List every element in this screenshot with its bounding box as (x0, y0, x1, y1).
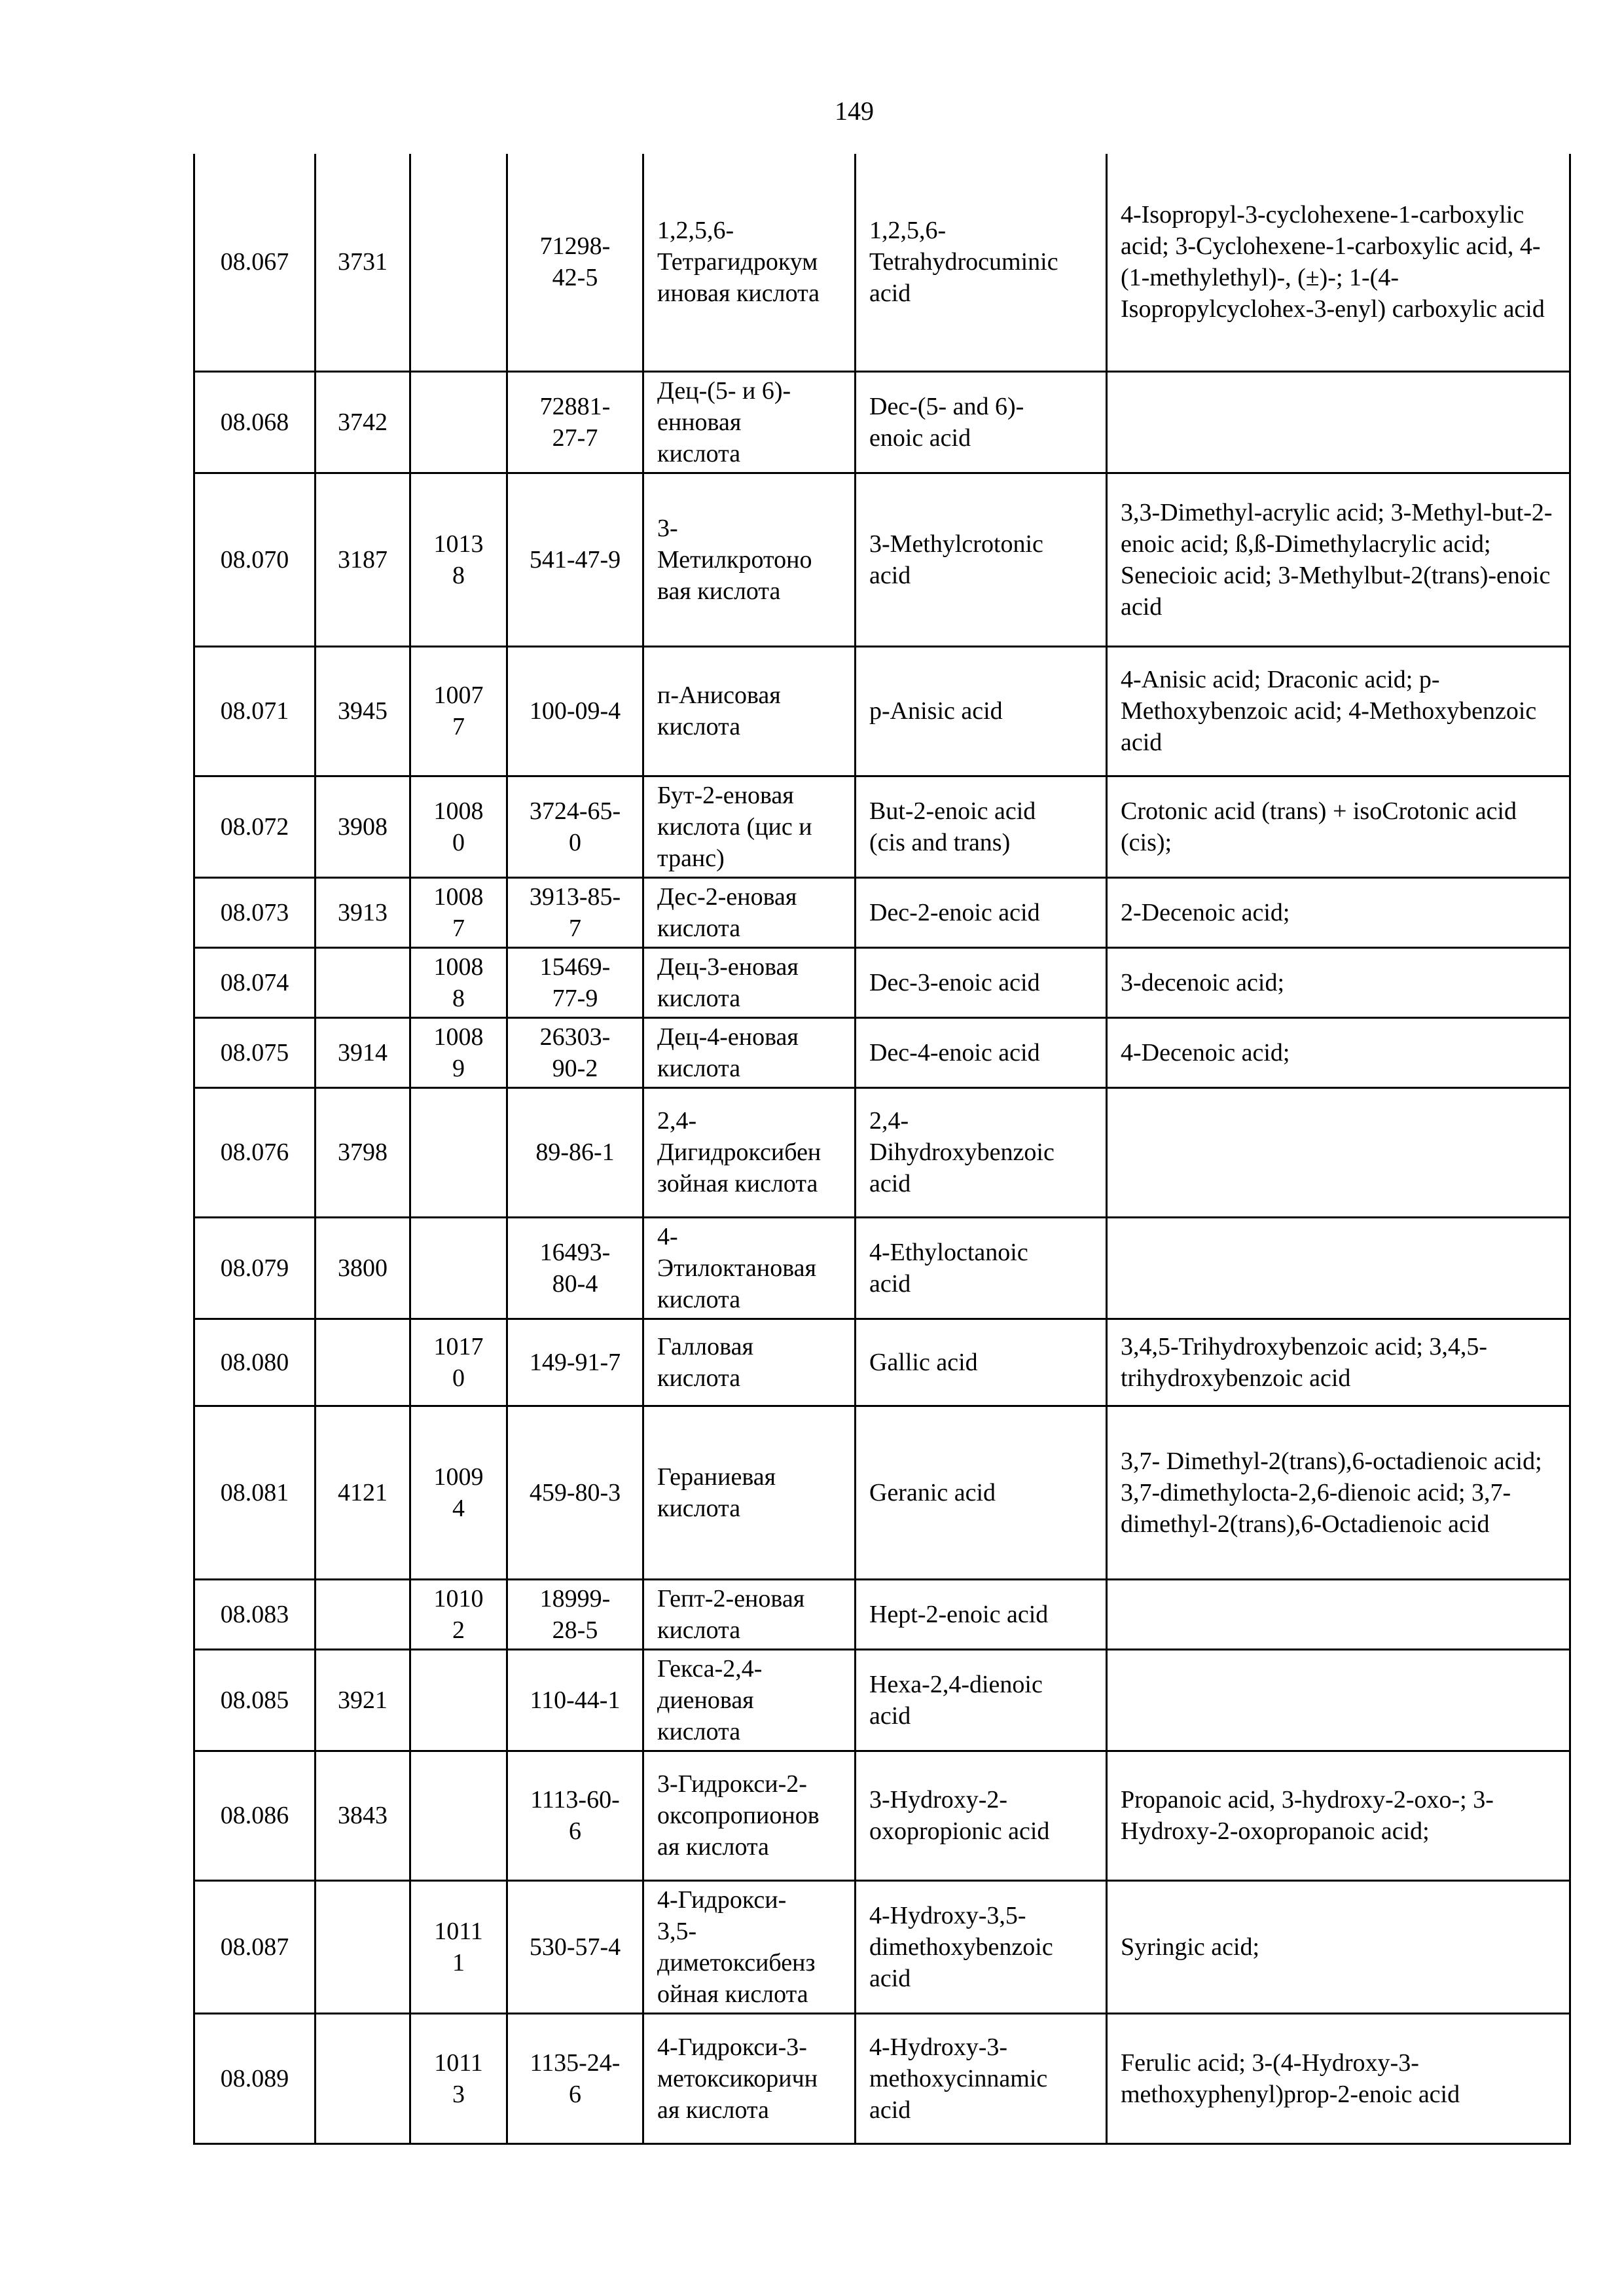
table-row (194, 776, 1570, 877)
row-coe-number (410, 1649, 507, 1751)
row-name-ru: Гепт-2-еновая кислота (643, 1579, 856, 1649)
row-cas-number: 3913-85- 7 (507, 877, 643, 947)
row-synonyms: 2-Decenoic acid; (1107, 877, 1570, 947)
row-fema-number (316, 947, 410, 1017)
row-coe-number: 1008 8 (410, 947, 507, 1017)
row-synonyms: Ferulic acid; 3-(4-Hydroxy-3-methoxyphenyl)prop-2-enoic acid (1107, 2013, 1570, 2143)
row-name-ru: Гекса-2,4- диеновая кислота (643, 1649, 856, 1751)
row-synonyms (1107, 1649, 1570, 1751)
row-code: 08.070 (194, 473, 316, 646)
row-cas-number: 1135-24- 6 (507, 2013, 643, 2143)
row-cas-number: 459-80-3 (507, 1406, 643, 1579)
row-coe-number: 1008 7 (410, 877, 507, 947)
row-code: 08.067 (194, 154, 316, 371)
row-code: 08.085 (194, 1649, 316, 1751)
table-row (194, 947, 1570, 1017)
row-fema-number: 3945 (316, 646, 410, 776)
row-coe-number (410, 371, 507, 473)
page-number: 149 (835, 96, 874, 126)
row-name-ru: Гераниевая кислота (643, 1406, 856, 1579)
table-row (194, 473, 1570, 646)
row-fema-number: 3914 (316, 1017, 410, 1087)
row-fema-number: 3187 (316, 473, 410, 646)
row-name-ru: 3- Метилкротоно вая кислота (643, 473, 856, 646)
row-code: 08.089 (194, 2013, 316, 2143)
row-synonyms (1107, 371, 1570, 473)
row-synonyms: 3-decenoic acid; (1107, 947, 1570, 1017)
row-synonyms: Crotonic acid (trans) + isoCrotonic acid (cis); (1107, 776, 1570, 877)
row-fema-number: 3913 (316, 877, 410, 947)
table-row (194, 1217, 1570, 1319)
row-synonyms: Propanoic acid, 3-hydroxy-2-oxo-; 3-Hydroxy-2-oxopropanoic acid; (1107, 1751, 1570, 1880)
table-row (194, 1087, 1570, 1217)
table-row (194, 1319, 1570, 1406)
row-cas-number: 18999- 28-5 (507, 1579, 643, 1649)
row-fema-number: 3731 (316, 154, 410, 371)
row-cas-number: 71298- 42-5 (507, 154, 643, 371)
row-cas-number: 15469- 77-9 (507, 947, 643, 1017)
row-cas-number: 149-91-7 (507, 1319, 643, 1406)
row-synonyms: 3,7- Dimethyl-2(trans),6-octadienoic acid; 3,7-dimethylocta-2,6-dienoic acid; 3,7-dimethyl-2(trans),6-Octadienoic acid (1107, 1406, 1570, 1579)
row-synonyms (1107, 1217, 1570, 1319)
row-cas-number: 530-57-4 (507, 1880, 643, 2013)
row-coe-number: 1009 4 (410, 1406, 507, 1579)
row-synonyms: 4-Decenoic acid; (1107, 1017, 1570, 1087)
row-coe-number (410, 1217, 507, 1319)
row-coe-number (410, 154, 507, 371)
row-coe-number: 1011 3 (410, 2013, 507, 2143)
table-row (194, 1406, 1570, 1579)
row-code: 08.087 (194, 1880, 316, 2013)
row-name-en: p-Anisic acid (856, 646, 1107, 776)
row-coe-number (410, 1087, 507, 1217)
row-name-en: Gallic acid (856, 1319, 1107, 1406)
row-name-en: Dec-3-enoic acid (856, 947, 1107, 1017)
row-name-ru: п-Анисовая кислота (643, 646, 856, 776)
row-name-ru: 1,2,5,6- Тетрагидрокум иновая кислота (643, 154, 856, 371)
row-coe-number: 1011 1 (410, 1880, 507, 2013)
row-coe-number: 1008 0 (410, 776, 507, 877)
row-name-en: Hept-2-enoic acid (856, 1579, 1107, 1649)
table-row (194, 2013, 1570, 2143)
row-cas-number: 1113-60- 6 (507, 1751, 643, 1880)
row-cas-number: 100-09-4 (507, 646, 643, 776)
table-row (194, 877, 1570, 947)
row-coe-number: 1007 7 (410, 646, 507, 776)
row-synonyms (1107, 1087, 1570, 1217)
row-fema-number (316, 1319, 410, 1406)
row-fema-number: 3843 (316, 1751, 410, 1880)
row-name-en: 3-Methylcrotonic acid (856, 473, 1107, 646)
row-fema-number: 3800 (316, 1217, 410, 1319)
table-row (194, 1579, 1570, 1649)
row-coe-number: 1013 8 (410, 473, 507, 646)
row-cas-number: 89-86-1 (507, 1087, 643, 1217)
row-name-en: Hexa-2,4-dienoic acid (856, 1649, 1107, 1751)
row-fema-number (316, 2013, 410, 2143)
row-name-en: Dec-4-enoic acid (856, 1017, 1107, 1087)
row-cas-number: 26303- 90-2 (507, 1017, 643, 1087)
row-code: 08.080 (194, 1319, 316, 1406)
row-code: 08.075 (194, 1017, 316, 1087)
row-name-en: 4-Hydroxy-3,5- dimethoxybenzoic acid (856, 1880, 1107, 2013)
row-name-en: 1,2,5,6- Tetrahydrocuminic acid (856, 154, 1107, 371)
row-fema-number: 3798 (316, 1087, 410, 1217)
row-synonyms: Syringic acid; (1107, 1880, 1570, 2013)
row-coe-number: 1017 0 (410, 1319, 507, 1406)
row-fema-number: 3742 (316, 371, 410, 473)
row-name-ru: Дец-4-еновая кислота (643, 1017, 856, 1087)
row-cas-number: 3724-65- 0 (507, 776, 643, 877)
row-fema-number: 3921 (316, 1649, 410, 1751)
row-synonyms: 3,3-Dimethyl-acrylic acid; 3-Methyl-but-2-enoic acid; ß,ß-Dimethylacrylic acid; Senecioic acid; 3-Methylbut-2(trans)-enoic acid (1107, 473, 1570, 646)
row-cas-number: 541-47-9 (507, 473, 643, 646)
row-code: 08.079 (194, 1217, 316, 1319)
row-name-ru: 4- Этилоктановая кислота (643, 1217, 856, 1319)
row-name-ru: 4-Гидрокси- 3,5- диметоксибенз ойная кислота (643, 1880, 856, 2013)
row-name-ru: Дец-(5- и 6)- енновая кислота (643, 371, 856, 473)
row-synonyms: 3,4,5-Trihydroxybenzoic acid; 3,4,5-trihydroxybenzoic acid (1107, 1319, 1570, 1406)
row-name-en: 4-Ethyloctanoic acid (856, 1217, 1107, 1319)
row-name-ru: Галловая кислота (643, 1319, 856, 1406)
row-code: 08.071 (194, 646, 316, 776)
table-row (194, 371, 1570, 473)
row-name-en: Dec-(5- and 6)- enoic acid (856, 371, 1107, 473)
row-fema-number: 3908 (316, 776, 410, 877)
flavouring-substances-table (193, 154, 1571, 2145)
row-code: 08.081 (194, 1406, 316, 1579)
row-synonyms: 4-Isopropyl-3-cyclohexene-1-carboxylic acid; 3-Cyclohexene-1-carboxylic acid, 4-(1-methylethyl)-, (±)-; 1-(4-Isopropylcyclohex-3-enyl) carboxylic acid (1107, 154, 1570, 371)
row-name-ru: Дес-2-еновая кислота (643, 877, 856, 947)
table-row (194, 154, 1570, 371)
row-synonyms (1107, 1579, 1570, 1649)
table-row (194, 1880, 1570, 2013)
row-coe-number: 1010 2 (410, 1579, 507, 1649)
row-coe-number: 1008 9 (410, 1017, 507, 1087)
row-cas-number: 72881- 27-7 (507, 371, 643, 473)
row-name-en: 2,4- Dihydroxybenzoic acid (856, 1087, 1107, 1217)
row-name-en: 4-Hydroxy-3- methoxycinnamic acid (856, 2013, 1107, 2143)
table-body (194, 154, 1570, 2143)
row-fema-number (316, 1880, 410, 2013)
row-name-en: But-2-enoic acid (cis and trans) (856, 776, 1107, 877)
table-row (194, 1649, 1570, 1751)
row-name-ru: 4-Гидрокси-3- метоксикоричн ая кислота (643, 2013, 856, 2143)
row-fema-number: 4121 (316, 1406, 410, 1579)
row-fema-number (316, 1579, 410, 1649)
row-code: 08.073 (194, 877, 316, 947)
row-code: 08.072 (194, 776, 316, 877)
row-synonyms: 4-Anisic acid; Draconic acid; p-Methoxybenzoic acid; 4-Methoxybenzoic acid (1107, 646, 1570, 776)
row-code: 08.074 (194, 947, 316, 1017)
row-coe-number (410, 1751, 507, 1880)
row-name-ru: Бут-2-еновая кислота (цис и транс) (643, 776, 856, 877)
row-code: 08.086 (194, 1751, 316, 1880)
table-row (194, 1751, 1570, 1880)
row-cas-number: 110-44-1 (507, 1649, 643, 1751)
row-name-ru: 2,4- Дигидроксибен зойная кислота (643, 1087, 856, 1217)
row-name-ru: 3-Гидрокси-2- оксопропионов ая кислота (643, 1751, 856, 1880)
row-code: 08.068 (194, 371, 316, 473)
row-name-en: 3-Hydroxy-2- oxopropionic acid (856, 1751, 1107, 1880)
row-cas-number: 16493- 80-4 (507, 1217, 643, 1319)
table-row (194, 1017, 1570, 1087)
table-row (194, 646, 1570, 776)
row-code: 08.076 (194, 1087, 316, 1217)
row-code: 08.083 (194, 1579, 316, 1649)
row-name-en: Dec-2-enoic acid (856, 877, 1107, 947)
row-name-ru: Дец-3-еновая кислота (643, 947, 856, 1017)
row-name-en: Geranic acid (856, 1406, 1107, 1579)
